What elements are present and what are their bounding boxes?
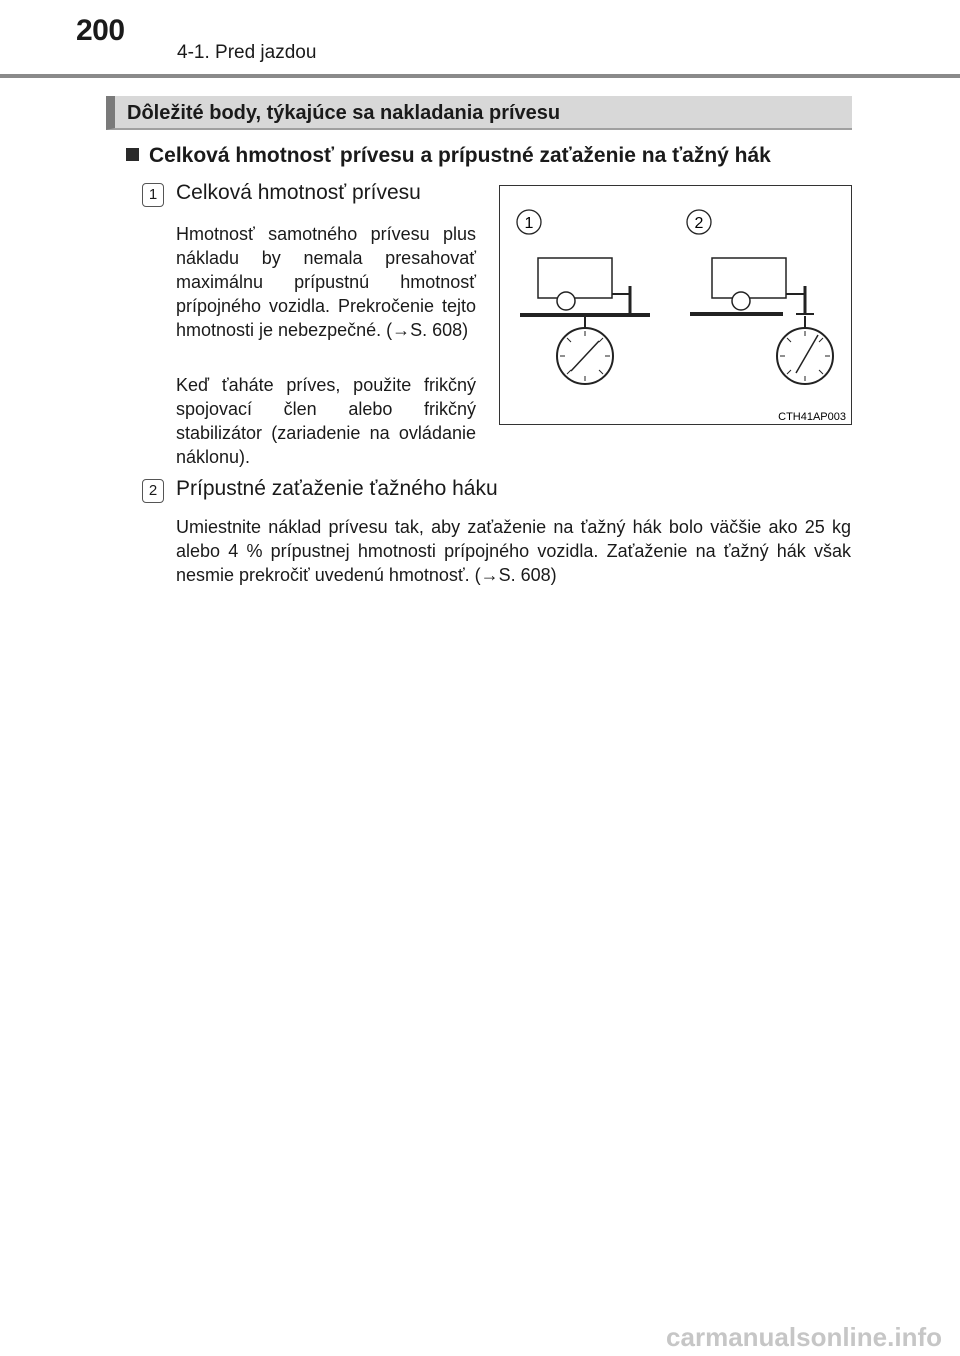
item-1-paragraph-2: Keď ťaháte príves, použite frikčný spojovací člen alebo frikčný stabilizátor (zariadenie na ovládanie náklonu). — [176, 375, 476, 467]
section-header — [106, 96, 852, 130]
scale-gauge-1-icon — [557, 328, 613, 384]
trailer-2-icon — [690, 258, 814, 328]
square-bullet-icon — [126, 148, 139, 161]
figure-label-2: 2 — [694, 215, 704, 232]
item-title-2: Prípustné zaťaženie ťažného háku — [176, 477, 498, 500]
trailer-weight-figure — [499, 185, 852, 425]
subheading-text: Celková hmotnosť prívesu a prípustné zaťaženie na ťažný hák — [149, 144, 771, 167]
item-number-2: 2 — [142, 479, 164, 503]
figure-label-1-icon — [517, 210, 541, 234]
item-1-paragraph-1: Hmotnosť samotného prívesu plus nákladu by nemala presahovať maximálnu prípustnú hmotnosť prípojného vozidla. Prekročenie tejto hmotnosti je nebezpečné. (→S. 608) — [176, 224, 476, 340]
footer-watermark: carmanualsonline.info — [666, 1322, 942, 1352]
figure-code: CTH41AP003 — [778, 411, 846, 423]
section-title: Dôležité body, týkajúce sa nakladania prívesu — [127, 102, 561, 124]
subheading — [126, 144, 771, 168]
page-number: 200 — [76, 14, 125, 47]
item-title-1: Celková hmotnosť prívesu — [176, 181, 421, 204]
item-number-1: 1 — [142, 183, 164, 207]
figure-label-2-icon — [687, 210, 711, 234]
item-2-paragraph-1: Umiestnite náklad prívesu tak, aby zaťaženie na ťažný hák bolo väčšie ako 25 kg alebo 4 % prípustnej hmotnosti prípojného vozidla. Zaťaženie na ťažný hák však nesmie prekročiť uvedenú hmotnosť. (→S. 608) — [176, 517, 851, 585]
chapter-title: 4-1. Pred jazdou — [177, 42, 317, 63]
header-divider — [0, 74, 960, 78]
trailer-1-icon — [520, 258, 650, 328]
scale-gauge-2-icon — [777, 328, 833, 384]
trailer-scale-diagram — [500, 186, 853, 426]
figure-label-1: 1 — [524, 215, 534, 232]
